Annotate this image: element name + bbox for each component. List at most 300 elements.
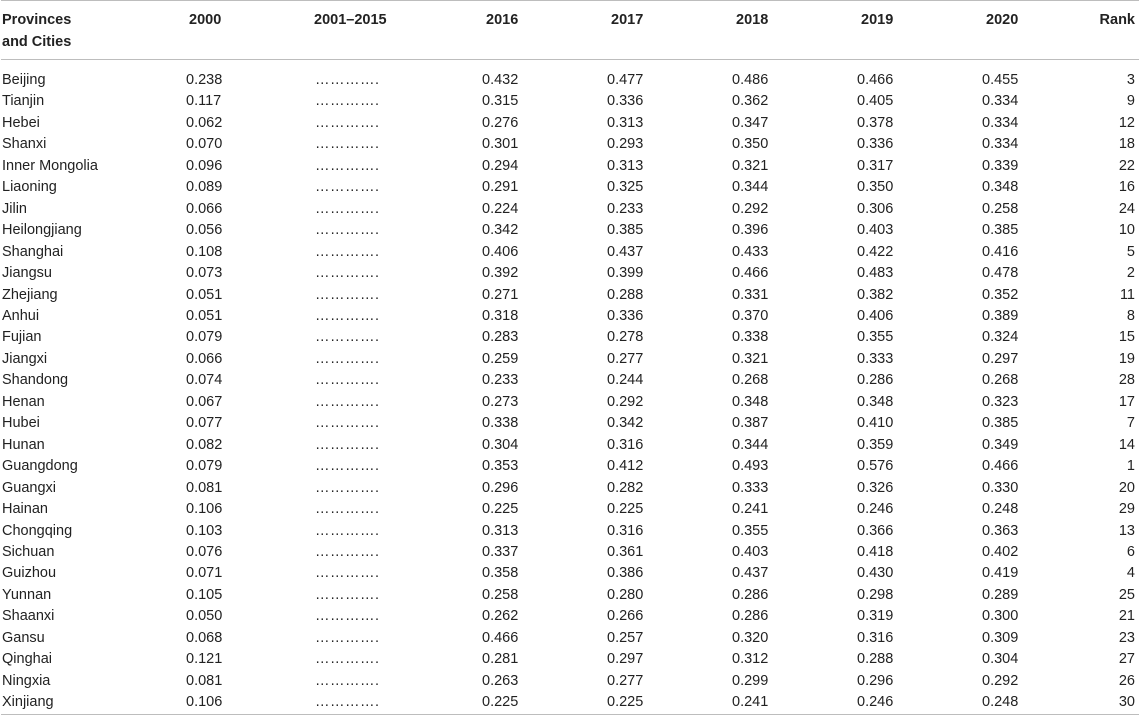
cell-2020: 0.297 (982, 350, 1019, 367)
cell-2018: 0.396 (732, 222, 769, 239)
table-row (1, 692, 1139, 714)
header-2020: 2020 (986, 12, 1019, 28)
cell-2020: 0.385 (982, 415, 1019, 432)
cell-province: Heilongjiang (2, 222, 82, 239)
cell-2001-2015: …………. (315, 72, 380, 88)
table-row (1, 199, 1139, 220)
cell-2019: 0.483 (857, 265, 894, 282)
cell-2018: 0.387 (732, 415, 769, 432)
cell-2000: 0.076 (186, 543, 223, 560)
cell-2016: 0.233 (482, 372, 519, 389)
cell-province: Shandong (2, 372, 69, 389)
cell-2020: 0.466 (982, 458, 1019, 475)
table-row (1, 392, 1139, 413)
table-row (1, 499, 1139, 520)
cell-2016: 0.281 (482, 651, 519, 668)
table-row (1, 177, 1139, 198)
cell-2020: 0.248 (982, 501, 1019, 518)
header-2001-2015: 2001–2015 (314, 12, 387, 28)
cell-2016: 0.262 (482, 608, 519, 625)
cell-2016: 0.271 (482, 286, 519, 303)
cell-2020: 0.248 (982, 694, 1019, 711)
cell-2017: 0.313 (607, 114, 644, 131)
cell-2016: 0.294 (482, 157, 519, 174)
cell-province: Chongqing (2, 522, 73, 539)
cell-rank: 2 (1126, 265, 1135, 282)
cell-rank: 27 (1118, 651, 1135, 668)
cell-2019: 0.366 (857, 522, 894, 539)
cell-2016: 0.353 (482, 458, 519, 475)
cell-2019: 0.466 (857, 72, 894, 88)
cell-2018: 0.286 (732, 608, 769, 625)
cell-2019: 0.333 (857, 350, 894, 367)
cell-2020: 0.363 (982, 522, 1019, 539)
cell-2017: 0.336 (607, 307, 644, 324)
table-row (1, 435, 1139, 456)
table-row (1, 263, 1139, 284)
cell-2001-2015: …………. (315, 350, 380, 367)
cell-rank: 7 (1126, 415, 1135, 432)
cell-rank: 15 (1118, 329, 1135, 346)
cell-2000: 0.071 (186, 565, 223, 582)
cell-2000: 0.103 (186, 522, 223, 539)
table-row (1, 349, 1139, 370)
cell-2001-2015: …………. (315, 265, 380, 282)
cell-2016: 0.224 (482, 200, 519, 217)
cell-2018: 0.241 (732, 694, 769, 711)
cell-province: Jiangxi (2, 350, 48, 367)
cell-2019: 0.306 (857, 200, 894, 217)
cell-province: Hainan (2, 501, 48, 518)
cell-2018: 0.292 (732, 200, 769, 217)
cell-2000: 0.089 (186, 179, 223, 196)
table-body (1, 60, 1139, 715)
cell-province: Beijing (2, 72, 46, 88)
cell-2016: 0.296 (482, 479, 519, 496)
cell-2000: 0.096 (186, 157, 223, 174)
table-row (1, 521, 1139, 542)
cell-rank: 4 (1126, 565, 1135, 582)
cell-province: Gansu (2, 629, 45, 646)
cell-2020: 0.330 (982, 479, 1019, 496)
cell-2000: 0.121 (186, 651, 223, 668)
cell-2018: 0.466 (732, 265, 769, 282)
cell-2000: 0.077 (186, 415, 223, 432)
cell-2000: 0.082 (186, 436, 223, 453)
cell-2001-2015: …………. (315, 651, 380, 668)
cell-2017: 0.412 (607, 458, 644, 475)
cell-province: Shanxi (2, 136, 47, 153)
cell-2016: 0.315 (482, 93, 519, 110)
table-row (1, 478, 1139, 499)
cell-2019: 0.403 (857, 222, 894, 239)
cell-2020: 0.300 (982, 608, 1019, 625)
cell-rank: 28 (1118, 372, 1135, 389)
cell-2017: 0.257 (607, 629, 644, 646)
cell-2018: 0.268 (732, 372, 769, 389)
cell-2001-2015: …………. (315, 501, 380, 518)
cell-2001-2015: …………. (315, 307, 380, 324)
table-row (1, 327, 1139, 348)
cell-rank: 29 (1118, 501, 1135, 518)
cell-2000: 0.051 (186, 307, 223, 324)
cell-2018: 0.338 (732, 329, 769, 346)
cell-2016: 0.283 (482, 329, 519, 346)
cell-2001-2015: …………. (315, 372, 380, 389)
cell-rank: 3 (1126, 72, 1135, 88)
header-name-line1: Provinces (2, 12, 72, 28)
cell-2019: 0.246 (857, 501, 894, 518)
cell-2019: 0.326 (857, 479, 894, 496)
cell-2017: 0.282 (607, 479, 644, 496)
cell-2017: 0.316 (607, 522, 644, 539)
cell-2017: 0.280 (607, 586, 644, 603)
cell-2000: 0.050 (186, 608, 223, 625)
cell-2018: 0.362 (732, 93, 769, 110)
cell-province: Anhui (2, 307, 40, 324)
cell-2017: 0.244 (607, 372, 644, 389)
cell-2019: 0.298 (857, 586, 894, 603)
cell-2020: 0.323 (982, 393, 1019, 410)
cell-2001-2015: …………. (315, 672, 380, 689)
cell-2018: 0.355 (732, 522, 769, 539)
cell-rank: 6 (1126, 543, 1135, 560)
cell-province: Fujian (2, 329, 42, 346)
cell-2000: 0.081 (186, 479, 223, 496)
table-row (1, 113, 1139, 134)
cell-2017: 0.385 (607, 222, 644, 239)
cell-rank: 1 (1126, 458, 1135, 475)
cell-province: Jiangsu (2, 265, 52, 282)
cell-rank: 13 (1118, 522, 1135, 539)
cell-2016: 0.259 (482, 350, 519, 367)
cell-province: Jilin (2, 200, 27, 217)
cell-2020: 0.324 (982, 329, 1019, 346)
cell-2001-2015: …………. (315, 200, 380, 217)
cell-2016: 0.392 (482, 265, 519, 282)
cell-2020: 0.258 (982, 200, 1019, 217)
cell-rank: 12 (1118, 114, 1135, 131)
cell-province: Guizhou (2, 565, 57, 582)
cell-province: Zhejiang (2, 286, 58, 303)
cell-2016: 0.225 (482, 501, 519, 518)
cell-province: Xinjiang (2, 694, 54, 711)
table-row (1, 413, 1139, 434)
header-name-line2: and Cities (2, 34, 72, 50)
table-row (1, 134, 1139, 155)
cell-2017: 0.233 (607, 200, 644, 217)
cell-2020: 0.416 (982, 243, 1019, 260)
cell-2019: 0.406 (857, 307, 894, 324)
cell-2017: 0.292 (607, 393, 644, 410)
cell-2001-2015: …………. (315, 222, 380, 239)
cell-2018: 0.486 (732, 72, 769, 88)
cell-2018: 0.350 (732, 136, 769, 153)
cell-2001-2015: …………. (315, 565, 380, 582)
cell-2018: 0.493 (732, 458, 769, 475)
table-row (1, 542, 1139, 563)
cell-2017: 0.288 (607, 286, 644, 303)
table-row (1, 156, 1139, 177)
cell-2017: 0.277 (607, 350, 644, 367)
cell-rank: 21 (1118, 608, 1135, 625)
cell-2019: 0.319 (857, 608, 894, 625)
cell-rank: 5 (1126, 243, 1135, 260)
cell-2016: 0.318 (482, 307, 519, 324)
cell-2016: 0.432 (482, 72, 519, 88)
cell-2000: 0.108 (186, 243, 223, 260)
cell-2020: 0.478 (982, 265, 1019, 282)
cell-2019: 0.359 (857, 436, 894, 453)
table-row (1, 242, 1139, 263)
cell-2001-2015: …………. (315, 157, 380, 174)
cell-2016: 0.304 (482, 436, 519, 453)
cell-2000: 0.066 (186, 200, 223, 217)
cell-province: Tianjin (2, 93, 45, 110)
cell-2016: 0.406 (482, 243, 519, 260)
cell-2001-2015: …………. (315, 694, 380, 711)
cell-2000: 0.105 (186, 586, 223, 603)
cell-2017: 0.225 (607, 694, 644, 711)
cell-2018: 0.331 (732, 286, 769, 303)
cell-2017: 0.437 (607, 243, 644, 260)
cell-2001-2015: …………. (315, 436, 380, 453)
cell-2019: 0.316 (857, 629, 894, 646)
header-provinces-and-cities (1, 1, 151, 60)
cell-province: Hubei (2, 415, 40, 432)
header-2018: 2018 (736, 12, 769, 28)
cell-2016: 0.466 (482, 629, 519, 646)
cell-2016: 0.258 (482, 586, 519, 603)
table-row (1, 285, 1139, 306)
table-row (1, 91, 1139, 112)
cell-2020: 0.389 (982, 307, 1019, 324)
cell-rank: 18 (1118, 136, 1135, 153)
cell-2018: 0.320 (732, 629, 769, 646)
cell-2017: 0.342 (607, 415, 644, 432)
cell-province: Shanghai (2, 243, 64, 260)
cell-rank: 11 (1119, 286, 1135, 303)
cell-2020: 0.304 (982, 651, 1019, 668)
cell-2017: 0.266 (607, 608, 644, 625)
table-row (1, 649, 1139, 670)
cell-2017: 0.225 (607, 501, 644, 518)
cell-2000: 0.079 (186, 329, 223, 346)
cell-2000: 0.073 (186, 265, 223, 282)
cell-2019: 0.296 (857, 672, 894, 689)
cell-2001-2015: …………. (315, 522, 380, 539)
cell-2001-2015: …………. (315, 393, 380, 410)
cell-2018: 0.437 (732, 565, 769, 582)
table-row (1, 628, 1139, 649)
cell-2001-2015: …………. (315, 608, 380, 625)
cell-2017: 0.293 (607, 136, 644, 153)
cell-2000: 0.062 (186, 114, 223, 131)
cell-province: Liaoning (2, 179, 57, 196)
cell-rank: 17 (1118, 393, 1135, 410)
cell-2000: 0.106 (186, 694, 223, 711)
cell-2001-2015: …………. (315, 586, 380, 603)
cell-2001-2015: …………. (315, 93, 380, 110)
cell-rank: 20 (1118, 479, 1135, 496)
cell-2019: 0.317 (857, 157, 894, 174)
cell-2019: 0.405 (857, 93, 894, 110)
cell-2017: 0.477 (607, 72, 644, 88)
cell-2001-2015: …………. (315, 179, 380, 196)
cell-2000: 0.056 (186, 222, 223, 239)
cell-2016: 0.337 (482, 543, 519, 560)
cell-rank: 26 (1118, 672, 1135, 689)
cell-2019: 0.430 (857, 565, 894, 582)
cell-2020: 0.402 (982, 543, 1019, 560)
cell-2020: 0.268 (982, 372, 1019, 389)
cell-2000: 0.238 (186, 72, 223, 88)
cell-rank: 19 (1118, 350, 1135, 367)
cell-2001-2015: …………. (315, 629, 380, 646)
cell-rank: 10 (1118, 222, 1135, 239)
table-row (1, 606, 1139, 627)
cell-2016: 0.338 (482, 415, 519, 432)
cell-2018: 0.312 (732, 651, 769, 668)
cell-2016: 0.276 (482, 114, 519, 131)
cell-2019: 0.348 (857, 393, 894, 410)
cell-province: Henan (2, 393, 45, 410)
header-2017: 2017 (611, 12, 644, 28)
header-rank: Rank (1099, 12, 1135, 28)
cell-2001-2015: …………. (315, 114, 380, 131)
province-index-table (1, 0, 1139, 715)
table-row (1, 306, 1139, 327)
cell-2020: 0.352 (982, 286, 1019, 303)
cell-2018: 0.348 (732, 393, 769, 410)
cell-2000: 0.117 (186, 93, 222, 110)
cell-2017: 0.316 (607, 436, 644, 453)
cell-2017: 0.399 (607, 265, 644, 282)
cell-province: Shaanxi (2, 608, 55, 625)
cell-2018: 0.299 (732, 672, 769, 689)
cell-2018: 0.344 (732, 179, 769, 196)
cell-2001-2015: …………. (315, 458, 380, 475)
cell-2000: 0.066 (186, 350, 223, 367)
cell-2019: 0.422 (857, 243, 894, 260)
cell-province: Hunan (2, 436, 45, 453)
cell-2020: 0.349 (982, 436, 1019, 453)
cell-2020: 0.334 (982, 114, 1019, 131)
cell-2000: 0.067 (186, 393, 223, 410)
cell-2016: 0.291 (482, 179, 519, 196)
cell-rank: 24 (1118, 200, 1135, 217)
cell-2016: 0.273 (482, 393, 519, 410)
cell-2020: 0.385 (982, 222, 1019, 239)
cell-province: Guangdong (2, 458, 78, 475)
cell-2017: 0.336 (607, 93, 644, 110)
table-row (1, 456, 1139, 477)
cell-2020: 0.309 (982, 629, 1019, 646)
cell-rank: 22 (1118, 157, 1135, 174)
cell-2018: 0.321 (732, 157, 769, 174)
cell-2001-2015: …………. (315, 136, 380, 153)
cell-rank: 9 (1126, 93, 1135, 110)
cell-2019: 0.288 (857, 651, 894, 668)
cell-2019: 0.286 (857, 372, 894, 389)
cell-2020: 0.334 (982, 136, 1019, 153)
cell-2001-2015: …………. (315, 479, 380, 496)
cell-2001-2015: …………. (315, 243, 380, 260)
cell-rank: 25 (1118, 586, 1135, 603)
cell-2000: 0.079 (186, 458, 223, 475)
cell-2017: 0.386 (607, 565, 644, 582)
cell-2018: 0.433 (732, 243, 769, 260)
cell-2019: 0.350 (857, 179, 894, 196)
cell-2001-2015: …………. (315, 329, 380, 346)
table-row (1, 60, 1139, 92)
cell-2016: 0.301 (482, 136, 519, 153)
cell-2000: 0.068 (186, 629, 223, 646)
cell-2019: 0.246 (857, 694, 894, 711)
cell-2019: 0.355 (857, 329, 894, 346)
cell-province: Qinghai (2, 651, 52, 668)
cell-2000: 0.081 (186, 672, 223, 689)
table-header (1, 1, 1139, 60)
cell-2020: 0.455 (982, 72, 1019, 88)
cell-2018: 0.286 (732, 586, 769, 603)
cell-province: Inner Mongolia (2, 157, 98, 174)
cell-2020: 0.419 (982, 565, 1019, 582)
cell-2016: 0.313 (482, 522, 519, 539)
cell-province: Hebei (2, 114, 40, 131)
cell-2019: 0.576 (857, 458, 894, 475)
cell-2020: 0.289 (982, 586, 1019, 603)
cell-2017: 0.297 (607, 651, 644, 668)
cell-2016: 0.225 (482, 694, 519, 711)
cell-2018: 0.347 (732, 114, 769, 131)
cell-province: Guangxi (2, 479, 57, 496)
cell-2017: 0.277 (607, 672, 644, 689)
cell-2017: 0.325 (607, 179, 644, 196)
cell-2019: 0.382 (857, 286, 894, 303)
table-row (1, 585, 1139, 606)
cell-2019: 0.418 (857, 543, 894, 560)
cell-2019: 0.336 (857, 136, 894, 153)
cell-rank: 23 (1118, 629, 1135, 646)
cell-2000: 0.106 (186, 501, 223, 518)
cell-2001-2015: …………. (315, 286, 380, 303)
cell-2016: 0.263 (482, 672, 519, 689)
cell-2017: 0.313 (607, 157, 644, 174)
table-row (1, 563, 1139, 584)
header-2019: 2019 (861, 12, 894, 28)
table-row (1, 671, 1139, 692)
cell-2017: 0.278 (607, 329, 644, 346)
cell-2020: 0.339 (982, 157, 1019, 174)
cell-2000: 0.051 (186, 286, 223, 303)
cell-province: Ningxia (2, 672, 51, 689)
cell-2020: 0.348 (982, 179, 1019, 196)
table-row (1, 370, 1139, 391)
cell-2018: 0.321 (732, 350, 769, 367)
cell-2020: 0.292 (982, 672, 1019, 689)
cell-2018: 0.344 (732, 436, 769, 453)
cell-rank: 8 (1126, 307, 1135, 324)
cell-2016: 0.342 (482, 222, 519, 239)
cell-2000: 0.070 (186, 136, 223, 153)
cell-2000: 0.074 (186, 372, 223, 389)
cell-2020: 0.334 (982, 93, 1019, 110)
cell-2018: 0.403 (732, 543, 769, 560)
header-row (1, 1, 1139, 60)
table-row (1, 220, 1139, 241)
cell-2001-2015: …………. (315, 543, 380, 560)
